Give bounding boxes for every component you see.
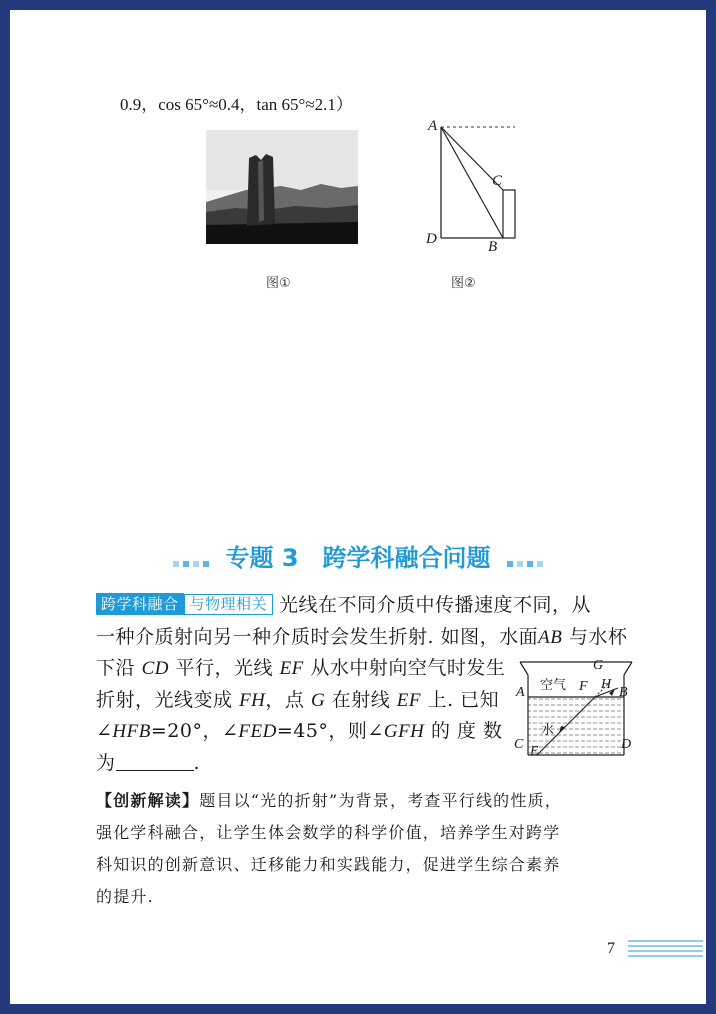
tag-cross-discipline: 跨学科融合 — [96, 593, 184, 615]
var-g: G — [310, 689, 326, 711]
problem-text: . — [193, 751, 201, 774]
problem-text: 为 — [96, 751, 116, 774]
var-ef: EF — [396, 689, 422, 711]
var-fh: FH — [239, 689, 266, 711]
problem-line-5 — [96, 716, 503, 748]
cup-air-label: 空气 — [540, 678, 567, 693]
page-stripes-decoration — [628, 940, 703, 957]
cup-label-a: A — [516, 685, 525, 700]
page — [10, 10, 706, 1004]
var-ef: EF — [279, 658, 304, 679]
cup-label-g: G — [593, 658, 604, 673]
problem-line-4 — [96, 685, 499, 717]
var-fed: FED — [238, 721, 277, 742]
problem-text: 平行，光线 — [175, 657, 274, 679]
problem-text: 下沿 — [96, 657, 136, 679]
problem-line-1 — [96, 590, 591, 622]
cup-label-b: B — [619, 685, 628, 700]
tag-physics: 与物理相关 — [184, 594, 274, 615]
interpretation-line-1 — [96, 785, 562, 817]
cup-label-e: E — [530, 744, 539, 759]
cup-label-c: C — [514, 737, 524, 752]
problem-text: =45°，则∠ — [276, 720, 384, 742]
interpretation-line-4: 的提升. — [96, 887, 154, 906]
var-hfb: HFB — [112, 721, 151, 742]
problem-text: =20°，∠ — [150, 720, 239, 742]
figure2-caption: 图② — [451, 276, 476, 291]
problem-text: 的 度 数 — [430, 720, 503, 742]
right-decoration — [505, 545, 545, 573]
cup-label-f: F — [579, 679, 588, 694]
cup-label-h: H — [601, 677, 612, 692]
cup-label-d: D — [621, 737, 632, 752]
problem-line-2 — [96, 622, 627, 654]
angle-symbol: ∠ — [96, 720, 113, 742]
var-ab: AB — [538, 626, 563, 648]
interpretation-line-2: 强化学科融合，让学生体会数学的科学价值，培养学生对跨学 — [96, 823, 561, 842]
formula-line: 0.9，cos 65°≈0.4，tan 65°≈2.1） — [120, 95, 353, 114]
left-decoration — [171, 545, 211, 573]
problem-text: 折射，光线变成 — [96, 688, 233, 711]
interpretation-label: 【创新解读】 — [96, 791, 200, 810]
problem-line-3 — [96, 653, 505, 685]
var-gfh: GFH — [383, 721, 425, 742]
interpretation-line-3: 科知识的创新意识、迁移能力和实践能力，促进学生综合素养 — [96, 855, 561, 874]
problem-text: 光线在不同介质中传播速度不同，从 — [279, 594, 592, 616]
fig2-label-b: B — [488, 239, 498, 255]
problem-text: 与水杯 — [568, 625, 628, 648]
var-cd: CD — [141, 658, 169, 679]
problem-text: 上. 已知 — [427, 688, 500, 711]
page-number: 7 — [607, 940, 615, 957]
tower-photo — [206, 130, 358, 244]
problem-line-6 — [96, 748, 200, 780]
problem-text: ，点 — [265, 688, 305, 711]
fig2-label-a: A — [428, 118, 438, 134]
section-title-bar — [10, 538, 706, 573]
fig2-label-d: D — [426, 231, 437, 247]
problem-text: 一种介质射向另一种介质时会发生折射. 如图，水面 — [96, 625, 539, 648]
fig2-label-c: C — [492, 173, 503, 189]
cup-water-label: 水 — [541, 723, 555, 738]
interpretation-text: 题目以“光的折射”为背景，考查平行线的性质， — [199, 791, 562, 810]
problem-text: 在射线 — [331, 688, 391, 711]
problem-text: 从水中射向空气时发生 — [310, 657, 506, 679]
answer-blank[interactable] — [116, 752, 194, 771]
figure1-caption: 图① — [266, 276, 291, 291]
section-title: 专题 3 跨学科融合问题 — [225, 544, 491, 572]
